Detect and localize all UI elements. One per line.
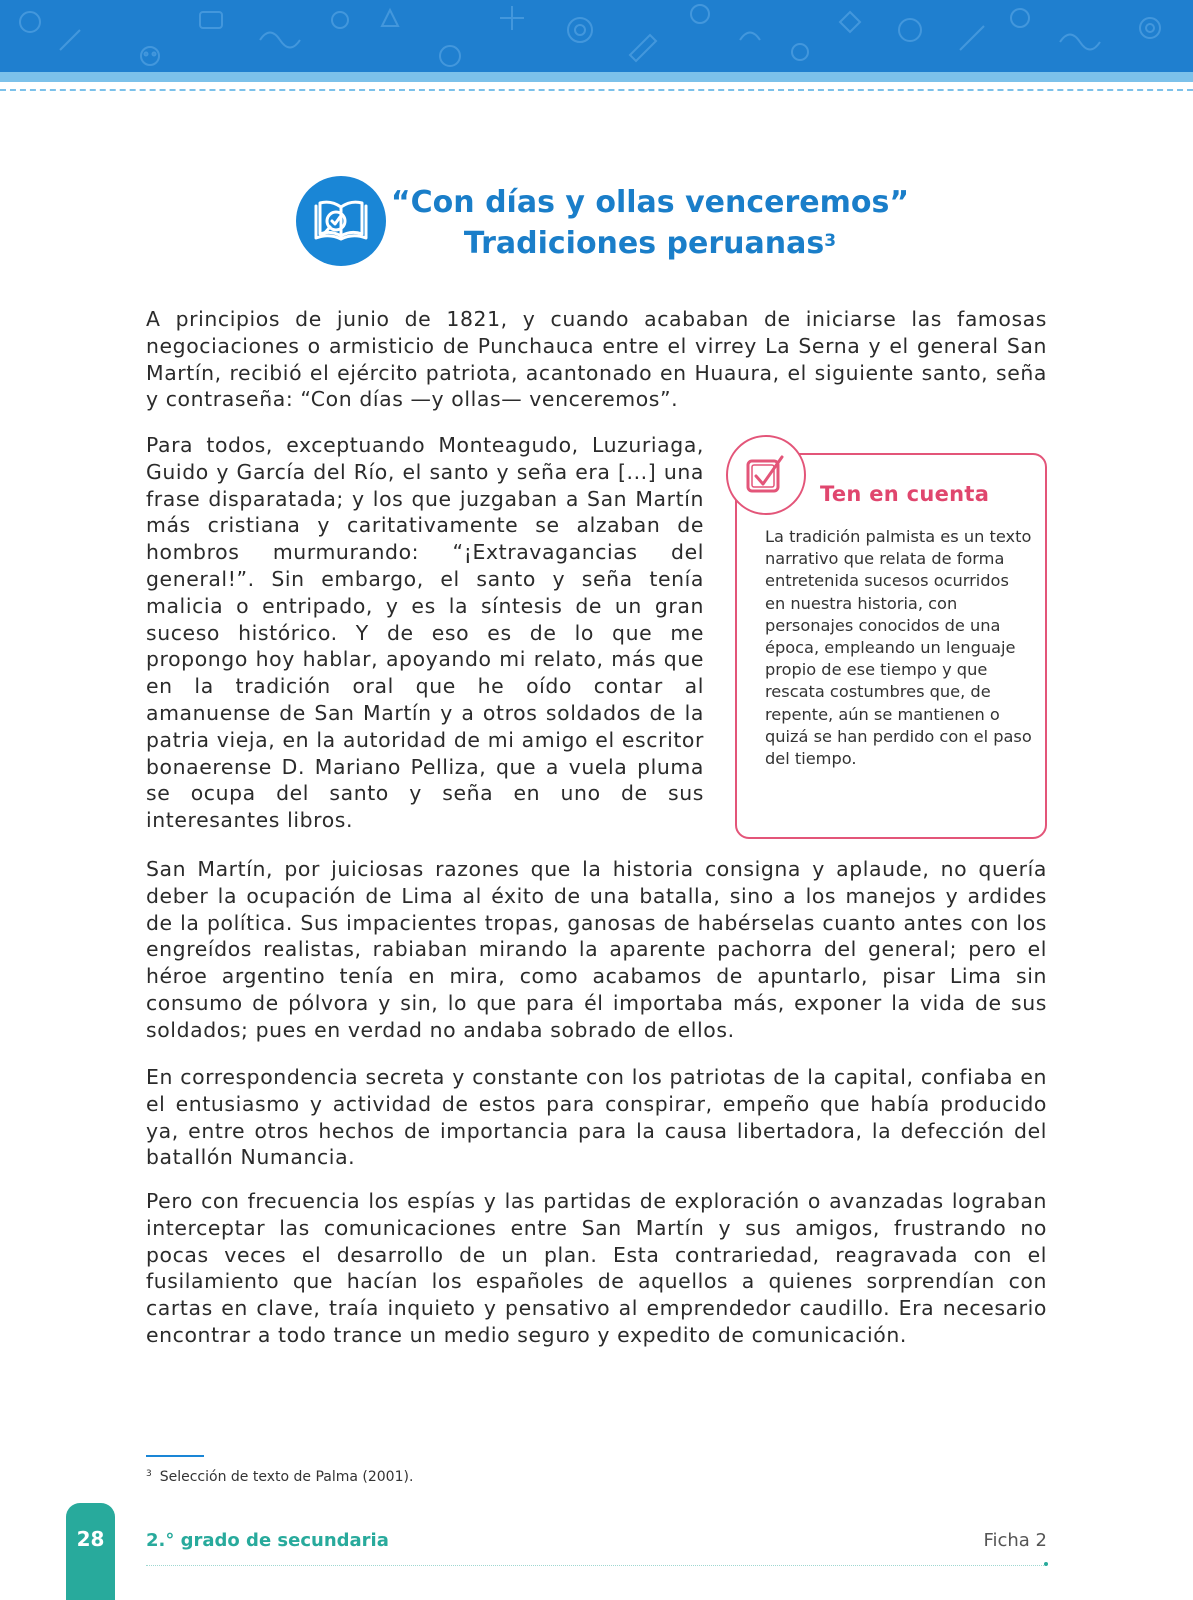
top-banner xyxy=(0,0,1193,72)
grade-label: 2.° grado de secundaria xyxy=(146,1530,389,1551)
footnote-rule xyxy=(146,1455,204,1457)
title-footnote-ref: 3 xyxy=(824,231,837,251)
banner-stripe xyxy=(0,72,1193,82)
footnote-number: 3 xyxy=(146,1469,152,1479)
page-title xyxy=(390,182,910,264)
note-text: La tradición palmista es un texto narrativo que relata de forma entretenida sucesos ocurridos en nuestra historia, con personajes conocidos de una época, empleando un lenguaje propio de ese tiempo y que rescata costumbres que, de repente, aún se mantienen o quizá se han perdido con el paso del tiempo. xyxy=(765,527,1032,769)
banner-divider xyxy=(0,89,1193,91)
paragraph-2: Para todos, exceptuando Monteagudo, Luzuriaga, Guido y García del Río, el santo y seña era [...] una frase disparatada; y los que juzgaban a San Martín más cristiana y caritativamente se alzaban de hombros murmurando: “¡Extravagancias del general!”. Sin embargo, el santo y seña tenía malicia o entripado, y es la síntesis de un gran suceso histórico. Y de eso es de lo que me propongo hoy hablar, apoyando mi relato, más que en la tradición oral que he oído contar al amanuense de San Martín y a otros soldados de la patria vieja, en la autoridad de mi amigo el escritor bonaerense D. Mariano Pelliza, que a vuela pluma se ocupa del santo y seña en uno de sus interesantes libros. xyxy=(146,433,704,833)
footer-divider xyxy=(146,1565,1044,1566)
page-number: 28 xyxy=(76,1527,105,1551)
checkbox-check-icon xyxy=(726,435,806,515)
note-title: Ten en cuenta xyxy=(820,482,990,506)
title-line-1: “Con días y ollas venceremos” xyxy=(390,185,910,220)
ficha-label: Ficha 2 xyxy=(983,1530,1047,1551)
paragraph-4: En correspondencia secreta y constante con los patriotas de la capital, confiaba en el entusiasmo y actividad de estos para conspirar, empeño que había producido ya, entre otros hechos de importancia para la causa libertadora, la defección del batallón Numancia. xyxy=(146,1065,1047,1170)
paragraph-5: Pero con frecuencia los espías y las partidas de exploración o avanzadas lograban interceptar las comunicaciones entre San Martín y sus amigos, frustrando no pocas veces el desarrollo de un plan. Esta contrariedad, reagravada con el fusilamiento que hacían los españoles de aquellos a quienes sorprendían con cartas en clave, traía inquieto y pensativo al emprendedor caudillo. Era necesario encontrar a todo trance un medio seguro y expedito de comunicación. xyxy=(146,1189,1047,1347)
reading-book-icon xyxy=(296,176,386,266)
paragraph-1: A principios de junio de 1821, y cuando acababan de iniciarse las famosas negociaciones o armisticio de Punchauca entre el virrey La Serna y el general San Martín, recibió el ejército patriota, acantonado en Huaura, el siguiente santo, seña y contraseña: “Con días —y ollas— venceremos”. xyxy=(146,307,1047,412)
page-tab xyxy=(66,1503,115,1600)
paragraph-3: San Martín, por juiciosas razones que la historia consigna y aplaude, no quería deber la ocupación de Lima al éxito de una batalla, sino a los manejos y ardides de la política. Sus impacientes tropas, ganosas de habérselas cuanto antes con los engreídos realistas, rabiaban mirando la aparente pachorra del general; pero el héroe argentino tenía en mira, como acabamos de apuntarlo, pisar Lima sin consumo de pólvora y sin, lo que para él importaba más, exponer la vida de sus soldados; pues en verdad no andaba sobrado de ellos. xyxy=(146,857,1047,1042)
footer-dot xyxy=(1044,1562,1048,1566)
footnote-text: Selección de texto de Palma (2001). xyxy=(159,1469,414,1485)
title-line-2: Tradiciones peruanas xyxy=(463,226,825,261)
doodle-pattern xyxy=(0,0,1193,72)
footnote xyxy=(146,1469,413,1485)
